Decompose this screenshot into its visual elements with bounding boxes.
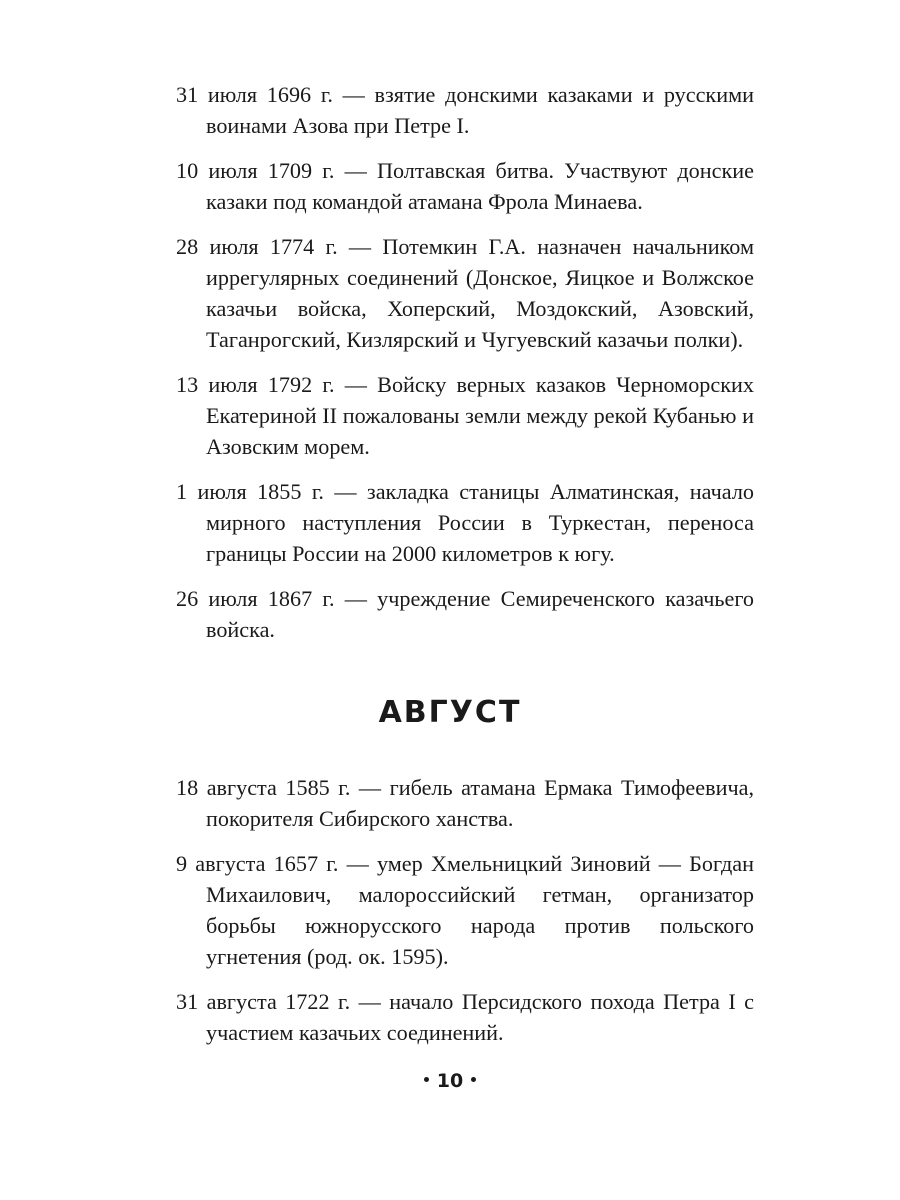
calendar-entry: 28 июля 1774 г. — Потемкин Г.А. назначен начальником иррегулярных соединений (Донское, Яицкое и Волжское казачьи войска, Хоперский, Моздокский, Азовский, Таганрогский, Кизлярский и Чугуевский казачьи полки).: [176, 234, 754, 352]
section-heading-august: АВГУСТ: [378, 695, 522, 730]
august-entries-list: [176, 772, 754, 1062]
bullet-dot-icon: [471, 1077, 476, 1082]
calendar-entry: 26 июля 1867 г. — учреждение Семиреченского казачьего войска.: [176, 586, 754, 642]
page-number-value: 10: [436, 1070, 464, 1092]
calendar-entry: 31 июля 1696 г. — взятие донскими казаками и русскими воинами Азова при Петре I.: [176, 82, 754, 138]
calendar-entry: 18 августа 1585 г. — гибель атамана Ермака Тимофеевича, покорителя Сибирского ханства.: [176, 775, 754, 831]
bullet-dot-icon: [424, 1077, 429, 1082]
calendar-entry: 31 августа 1722 г. — начало Персидского похода Петра I с участием казачьих соединений.: [176, 989, 754, 1045]
calendar-entry: 9 августа 1657 г. — умер Хмельницкий Зиновий — Богдан Михаилович, малороссийский гетман, организатор борьбы южнорусского народа против польского угнетения (род. ок. 1595).: [176, 851, 754, 969]
july-entries-list: [176, 79, 754, 659]
calendar-entry: 1 июля 1855 г. — закладка станицы Алматинская, начало мирного наступления России в Туркестан, переноса границы России на 2000 километров к югу.: [176, 479, 754, 566]
calendar-entry: 13 июля 1792 г. — Войску верных казаков Черноморских Екатериной II пожалованы земли между рекой Кубанью и Азовским морем.: [176, 372, 754, 459]
calendar-entry: 10 июля 1709 г. — Полтавская битва. Участвуют донские казаки под командой атамана Фрола Минаева.: [176, 158, 754, 214]
page-number: [0, 1068, 900, 1094]
